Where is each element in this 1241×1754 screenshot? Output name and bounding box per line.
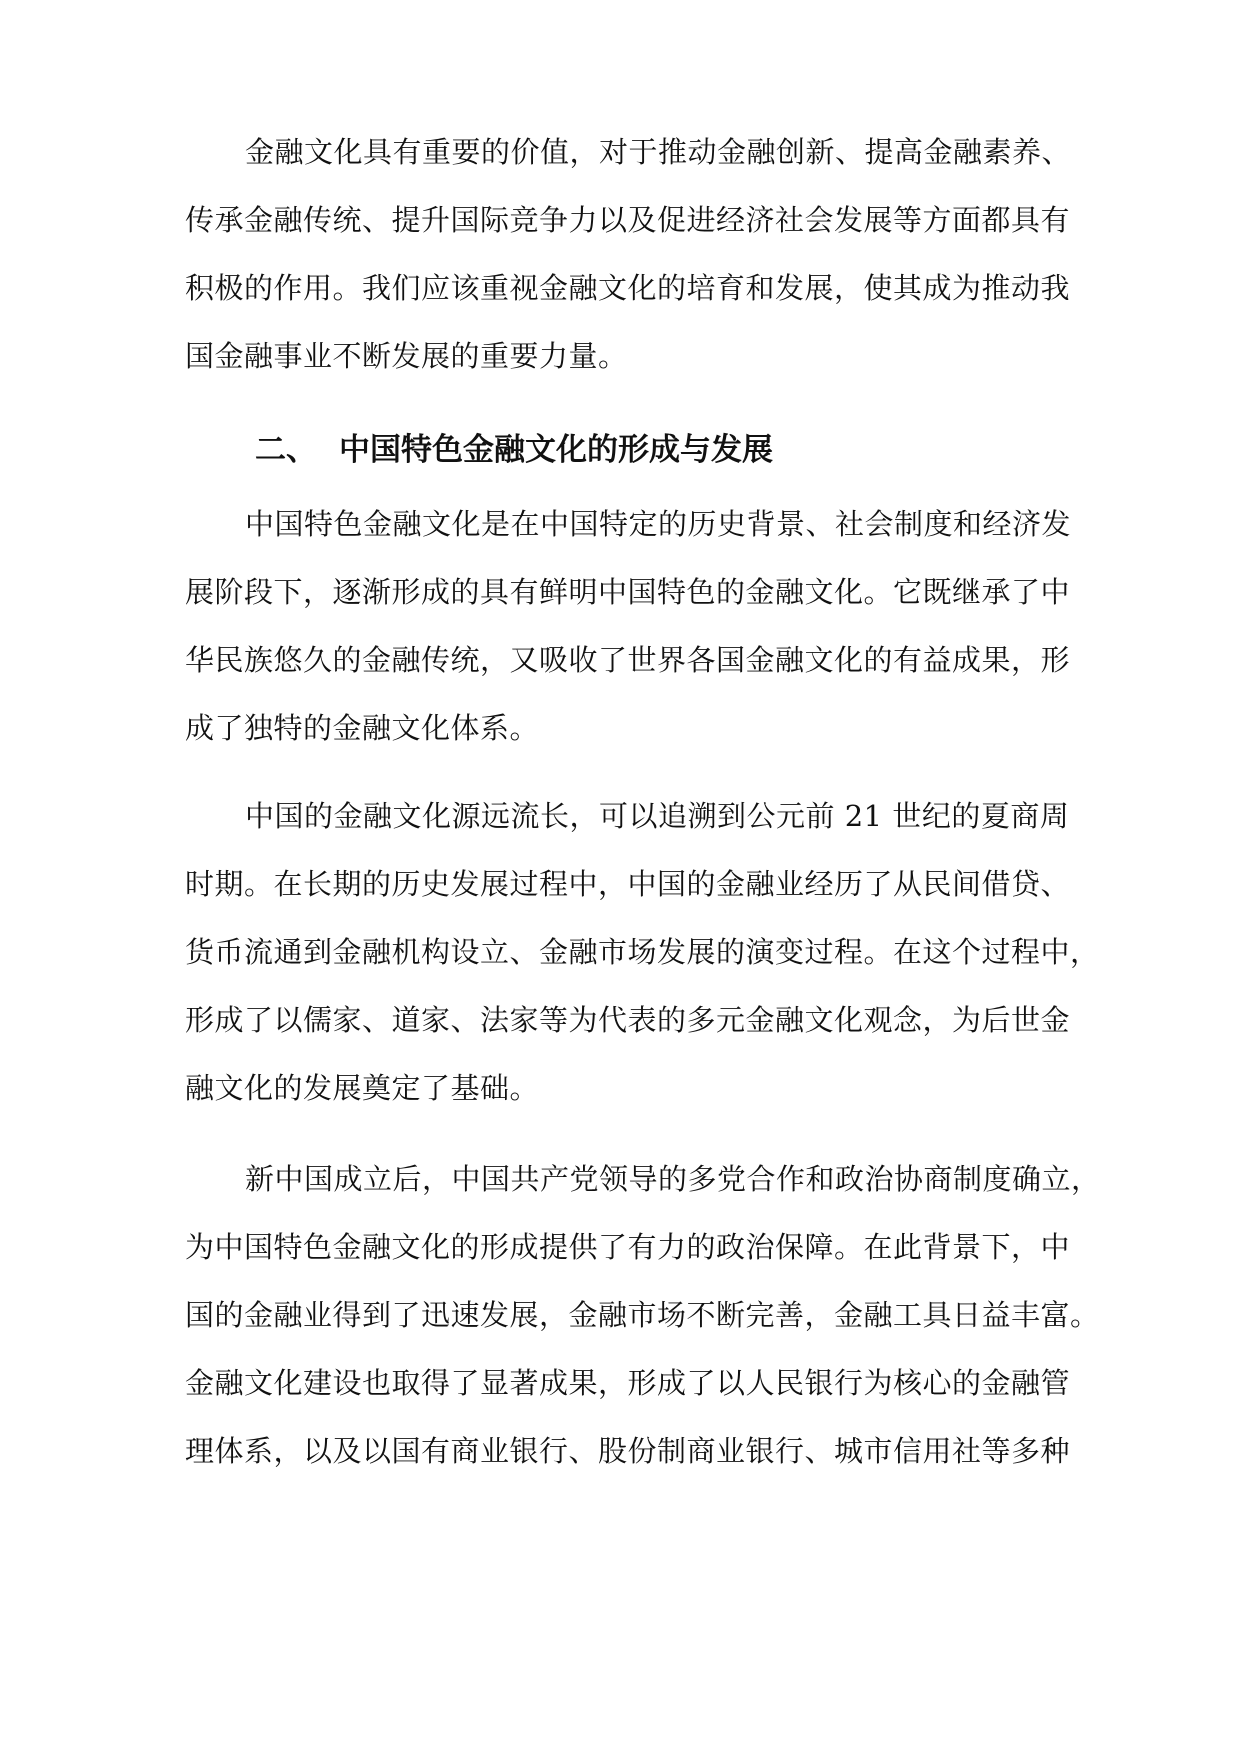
paragraph-3-line-5: 融文化的发展奠定了基础。 bbox=[185, 1071, 540, 1105]
paragraph-2-line-2: 展阶段下，逐渐形成的具有鲜明中国特色的金融文化。它既继承了中 bbox=[185, 575, 1071, 609]
paragraph-3-line-4: 形成了以儒家、道家、法家等为代表的多元金融文化观念，为后世金 bbox=[185, 1003, 1071, 1037]
paragraph-1-line-4: 国金融事业不断发展的重要力量。 bbox=[185, 339, 628, 373]
paragraph-4-line-4: 金融文化建设也取得了显著成果，形成了以人民银行为核心的金融管 bbox=[185, 1366, 1071, 1400]
paragraph-3-line-1: 中国的金融文化源远流长，可以追溯到公元前 21 世纪的夏商周 bbox=[245, 799, 1070, 833]
paragraph-1-line-2: 传承金融传统、提升国际竞争力以及促进经济社会发展等方面都具有 bbox=[185, 203, 1071, 237]
section-title: 中国特色金融文化的形成与发展 bbox=[339, 432, 773, 468]
paragraph-1-line-1: 金融文化具有重要的价值，对于推动金融创新、提高金融素养、 bbox=[245, 135, 1072, 169]
paragraph-4-line-1: 新中国成立后，中国共产党领导的多党合作和政治协商制度确立， bbox=[245, 1162, 1101, 1196]
paragraph-4-line-2: 为中国特色金融文化的形成提供了有力的政治保障。在此背景下，中 bbox=[185, 1230, 1071, 1264]
paragraph-2-line-4: 成了独特的金融文化体系。 bbox=[185, 711, 540, 745]
paragraph-2-line-3: 华民族悠久的金融传统，又吸收了世界各国金融文化的有益成果，形 bbox=[185, 643, 1071, 677]
paragraph-4-line-3: 国的金融业得到了迅速发展，金融市场不断完善，金融工具日益丰富。 bbox=[185, 1298, 1100, 1332]
section-number: 二、 bbox=[255, 432, 317, 468]
paragraph-4-line-5: 理体系，以及以国有商业银行、股份制商业银行、城市信用社等多种 bbox=[185, 1434, 1071, 1468]
paragraph-3-line-3: 货币流通到金融机构设立、金融市场发展的演变过程。在这个过程中， bbox=[185, 935, 1100, 969]
paragraph-2-line-1: 中国特色金融文化是在中国特定的历史背景、社会制度和经济发 bbox=[245, 507, 1072, 541]
paragraph-3-line-2: 时期。在长期的历史发展过程中，中国的金融业经历了从民间借贷、 bbox=[185, 867, 1071, 901]
paragraph-1-line-3: 积极的作用。我们应该重视金融文化的培育和发展，使其成为推动我 bbox=[185, 271, 1071, 305]
section-heading bbox=[255, 427, 773, 473]
